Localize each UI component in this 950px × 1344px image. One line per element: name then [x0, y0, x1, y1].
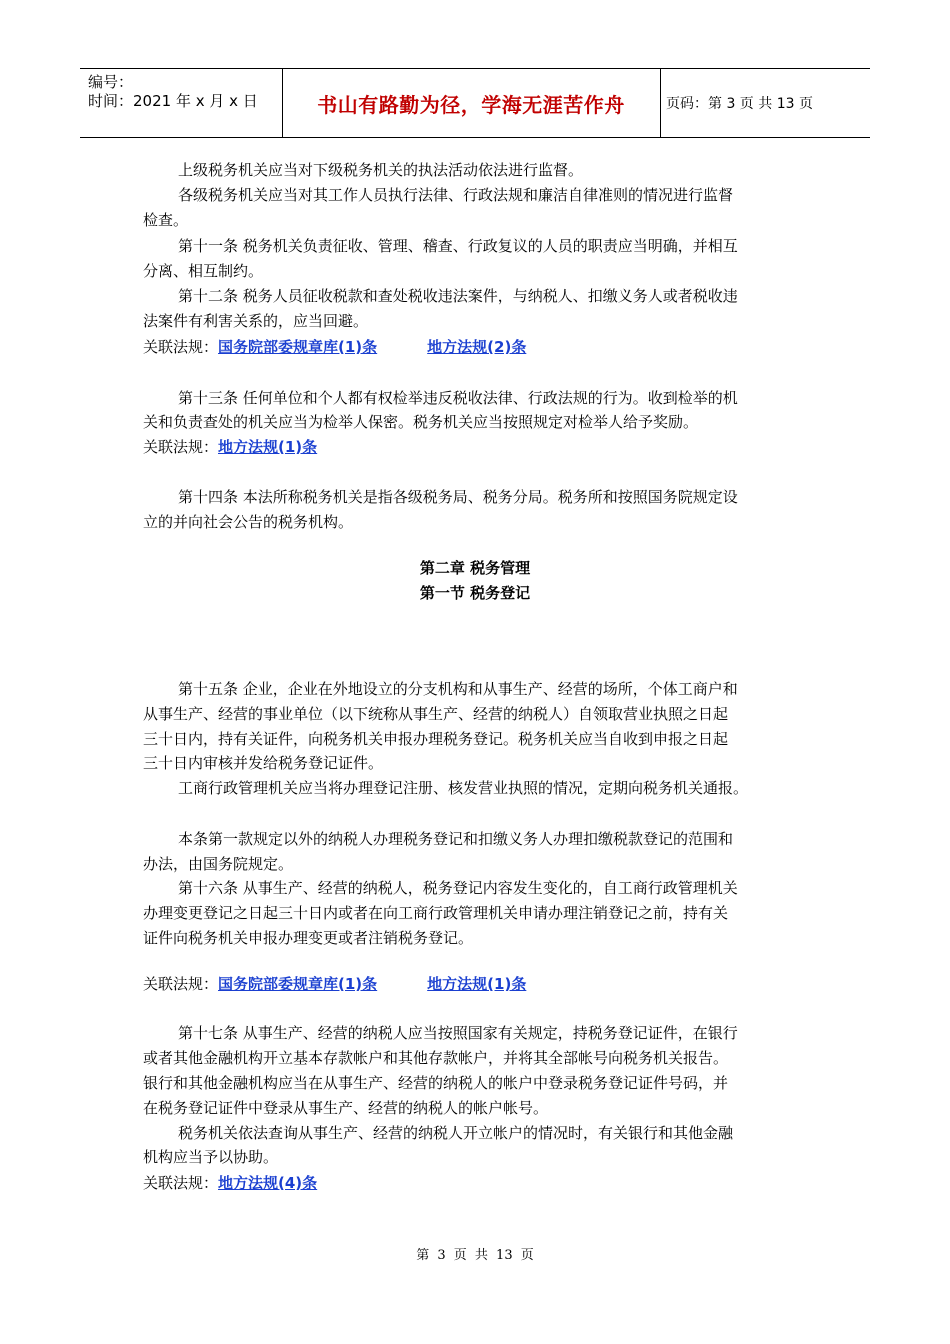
article-16-line: 第十六条 从事生产、经营的纳税人，税务登记内容发生变化的，自工商行政管理机关: [178, 879, 738, 897]
paragraph-line: 机构应当予以协助。: [143, 1148, 279, 1166]
related-regulations-row: [143, 438, 317, 456]
header-info-cell: [80, 69, 283, 137]
article-14-line: 第十四条 本法所称税务机关是指各级税务局、税务分局。税务所和按照国务院规定设: [178, 488, 738, 506]
document-date-label: 时间：2021 年 x 月 x 日: [88, 92, 258, 110]
related-regulations-row: [143, 1174, 317, 1192]
chapter-heading: 第二章 税务管理: [419, 559, 531, 577]
document-number-label: 编号：: [88, 73, 134, 91]
paragraph-line: 法案件有利害关系的，应当回避。: [143, 312, 369, 330]
paragraph-line: 三十日内，持有关证件，向税务机关申报办理税务登记。税务机关应当自收到申报之日起: [143, 730, 729, 748]
paragraph-line: 从事生产、经营的事业单位（以下统称从事生产、经营的纳税人）自领取营业执照之日起: [143, 705, 729, 723]
page-footer: 第 3 页 共 13 页: [416, 1248, 534, 1263]
header-page-number: 页码：第 3 页 共 13 页: [666, 96, 813, 112]
paragraph-line: 上级税务机关应当对下级税务机关的执法活动依法进行监督。: [178, 161, 584, 179]
paragraph-line: 各级税务机关应当对其工作人员执行法律、行政法规和廉洁自律准则的情况进行监督: [178, 186, 734, 204]
section-heading: 第一节 税务登记: [419, 584, 531, 602]
local-regulations-link[interactable]: 地方法规(4)条: [218, 1174, 318, 1192]
article-17-line: 第十七条 从事生产、经营的纳税人应当按照国家有关规定，持税务登记证件，在银行: [178, 1024, 738, 1042]
local-regulations-link[interactable]: 地方法规(1)条: [427, 975, 527, 993]
paragraph-line: 检查。: [143, 211, 189, 229]
state-council-regulations-link[interactable]: 国务院部委规章库(1)条: [218, 975, 378, 993]
local-regulations-link[interactable]: 地方法规(2)条: [427, 338, 527, 356]
paragraph-line: 税务机关依法查询从事生产、经营的纳税人开立帐户的情况时，有关银行和其他金融: [178, 1124, 734, 1142]
paragraph-line: 工商行政管理机关应当将办理登记注册、核发营业执照的情况，定期向税务机关通报。: [178, 779, 749, 797]
related-regulations-row: [143, 975, 526, 993]
paragraph-line: 本条第一款规定以外的纳税人办理税务登记和扣缴义务人办理扣缴税款登记的范围和: [178, 830, 734, 848]
paragraph-line: 立的并向社会公告的税务机构。: [143, 513, 354, 531]
local-regulations-link[interactable]: 地方法规(1)条: [218, 438, 318, 456]
header-motto-cell: [282, 69, 661, 137]
related-regulations-row: [143, 338, 526, 356]
related-regulations-label: 关联法规：: [143, 975, 219, 993]
paragraph-line: 证件向税务机关申报办理变更或者注销税务登记。: [143, 929, 474, 947]
paragraph-line: 或者其他金融机构开立基本存款帐户和其他存款帐户，并将其全部帐号向税务机关报告。: [143, 1049, 729, 1067]
article-15-line: 第十五条 企业，企业在外地设立的分支机构和从事生产、经营的场所，个体工商户和: [178, 680, 738, 698]
paragraph-line: 办理变更登记之日起三十日内或者在向工商行政管理机关申请办理注销登记之前，持有关: [143, 904, 729, 922]
related-regulations-label: 关联法规：: [143, 338, 219, 356]
article-13-line: 第十三条 任何单位和个人都有权检举违反税收法律、行政法规的行为。收到检举的机: [178, 389, 738, 407]
article-11-line: 第十一条 税务机关负责征收、管理、稽查、行政复议的人员的职责应当明确，并相互: [178, 237, 738, 255]
state-council-regulations-link[interactable]: 国务院部委规章库(1)条: [218, 338, 378, 356]
paragraph-line: 分离、相互制约。: [143, 262, 264, 280]
header-page-cell: [660, 69, 870, 137]
related-regulations-label: 关联法规：: [143, 438, 219, 456]
paragraph-line: 银行和其他金融机构应当在从事生产、经营的纳税人的帐户中登录税务登记证件号码，并: [143, 1074, 729, 1092]
header-motto: 书山有路勤为径，学海无涯苦作舟: [317, 92, 625, 117]
article-12-line: 第十二条 税务人员征收税款和查处税收违法案件，与纳税人、扣缴义务人或者税收违: [178, 287, 738, 305]
related-regulations-label: 关联法规：: [143, 1174, 219, 1192]
paragraph-line: 关和负责查处的机关应当为检举人保密。税务机关应当按照规定对检举人给予奖励。: [143, 413, 699, 431]
page-header: [80, 68, 870, 138]
paragraph-line: 三十日内审核并发给税务登记证件。: [143, 754, 384, 772]
paragraph-line: 在税务登记证件中登录从事生产、经营的纳税人的帐户帐号。: [143, 1099, 549, 1117]
paragraph-line: 办法，由国务院规定。: [143, 855, 294, 873]
